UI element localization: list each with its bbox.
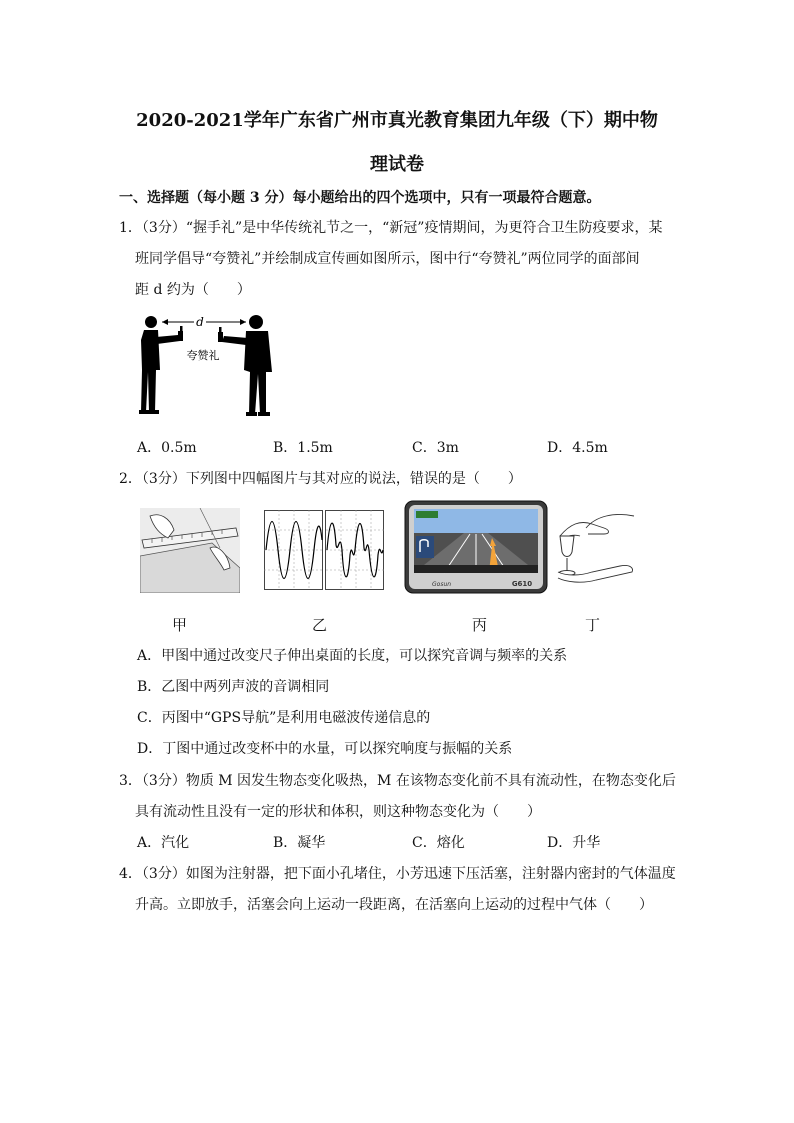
gps-model-label: G610 <box>511 580 533 588</box>
q1-stem-line3: 距 d 约为（ ） <box>135 282 251 298</box>
q2-option-d: D．丁图中通过改变杯中的水量，可以探究响度与振幅的关系 <box>137 741 513 757</box>
q2-figure-sound-waves <box>264 510 384 590</box>
gps-brand-label: Gosun <box>432 581 452 588</box>
q1-figure-thumbs-up <box>136 310 286 420</box>
caption-yi: 乙 <box>312 616 328 634</box>
q3-option-c: C．熔化 <box>412 835 465 851</box>
q1-option-c: C．3m <box>412 440 459 456</box>
figure-label-d: d <box>196 315 204 329</box>
q1-option-a: A．0.5m <box>137 440 197 456</box>
q3-stem-line1: 3．（3分）物质 M 因发生物态变化吸热，M 在该物态变化前不具有流动性，在物态变化后 <box>119 773 676 789</box>
exam-title-line2: 理试卷 <box>370 154 424 175</box>
q4-stem-line1: 4．（3分）如图为注射器，把下面小孔堵住，小芳迅速下压活塞，注射器内密封的气体温度 <box>119 866 676 882</box>
q2-figure-ruler <box>140 508 240 593</box>
q2-figure-wine-glass <box>556 506 636 586</box>
q2-stem: 2．（3分）下列图中四幅图片与其对应的说法，错误的是（ ） <box>119 471 522 487</box>
caption-jia: 甲 <box>172 616 188 634</box>
exam-title-line1: 2020-2021学年广东省广州市真光教育集团九年级（下）期中物 <box>136 110 658 131</box>
section-heading: 一、选择题（每小题 3 分）每小题给出的四个选项中，只有一项最符合题意。 <box>119 190 601 206</box>
q3-option-a: A．汽化 <box>137 835 190 851</box>
q1-stem-line2: 班同学倡导“夸赞礼”并绘制成宣传画如图所示，图中行“夸赞礼”两位同学的面部间 <box>135 251 640 267</box>
q2-option-c: C．丙图中“GPS导航”是利用电磁波传递信息的 <box>137 710 431 726</box>
q1-option-d: D．4.5m <box>547 440 608 456</box>
q2-option-b: B．乙图中两列声波的音调相同 <box>137 679 330 695</box>
q1-stem-line1: 1．（3分）“握手礼”是中华传统礼节之一，“新冠”疫情期间，为更符合卫生防疫要求，某 <box>119 220 663 236</box>
q1-option-b: B．1.5m <box>273 440 333 456</box>
q3-option-b: B．凝华 <box>273 835 326 851</box>
q4-stem-line2: 升高。立即放手，活塞会向上运动一段距离，在活塞向上运动的过程中气体（ ） <box>135 897 653 913</box>
caption-bing: 丙 <box>472 616 488 634</box>
q2-option-a: A．甲图中通过改变尺子伸出桌面的长度，可以探究音调与频率的关系 <box>137 648 568 664</box>
caption-ding: 丁 <box>585 616 601 634</box>
figure-label-text: 夸赞礼 <box>186 349 220 362</box>
q3-stem-line2: 具有流动性且没有一定的形状和体积，则这种物态变化为（ ） <box>135 804 541 820</box>
q3-option-d: D．升华 <box>547 835 601 851</box>
q2-figure-gps <box>404 500 548 594</box>
